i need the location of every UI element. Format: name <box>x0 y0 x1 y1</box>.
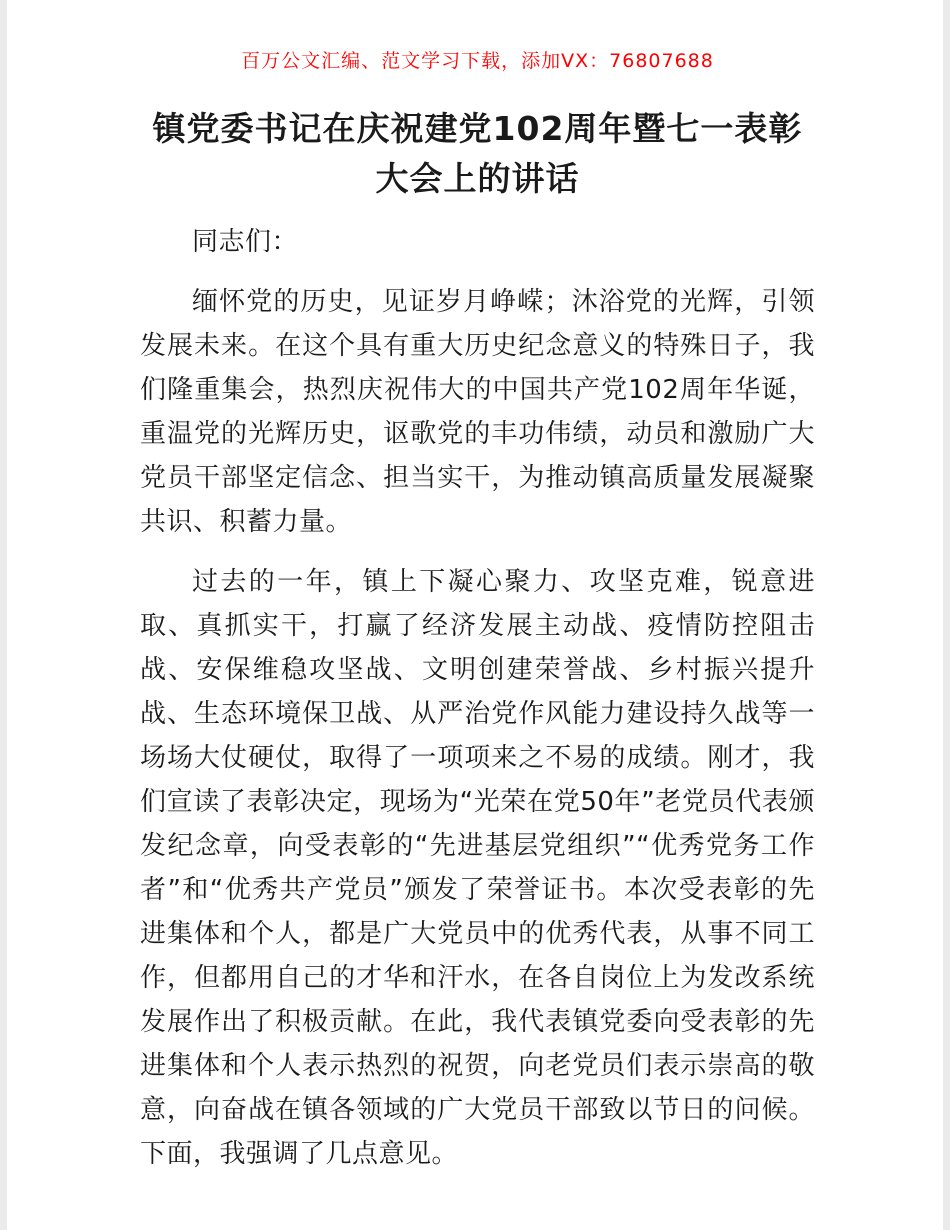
paragraph: 缅怀党的历史，见证岁月峥嵘；沐浴党的光辉，引领发展未来。在这个具有重大历史纪念意义的特殊日子，我们隆重集会，热烈庆祝伟大的中国共产党102周年华诞，重温党的光辉历史，讴歌党的丰功伟绩，动员和激励广大党员干部坚定信念、担当实干，为推动镇高质量发展凝聚共识、积蓄力量。 <box>140 287 815 537</box>
document-title: 镇党委书记在庆祝建党102周年暨七一表彰大会上的讲话 <box>152 109 803 198</box>
paragraph: 同志们： <box>192 227 299 257</box>
promo-notice: 百万公文汇编、范文学习下载，添加VX：76807688 <box>241 50 714 72</box>
document-body <box>140 220 815 1176</box>
document-page <box>7 0 943 1230</box>
paragraph: 过去的一年，镇上下凝心聚力、攻坚克难，锐意进取、真抓实干，打赢了经济发展主动战、疫情防控阻击战、安保维稳攻坚战、文明创建荣誉战、乡村振兴提升战、生态环境保卫战、从严治党作风能力建设持久战等一场场大仗硬仗，取得了一项项来之不易的成绩。刚才，我们宣读了表彰决定，现场为“光荣在党50年”老党员代表颁发纪念章，向受表彰的“先进基层党组织”“优秀党务工作者”和“优秀共产党员”颁发了荣誉证书。本次受表彰的先进集体和个人，都是广大党员中的优秀代表，从事不同工作，但都用自己的才华和汗水，在各自岗位上为发改系统发展作出了积极贡献。在此，我代表镇党委向受表彰的先进集体和个人表示热烈的祝贺，向老党员们表示崇高的敬意，向奋战在镇各领域的广大党员干部致以节日的问候。下面，我强调了几点意见。 <box>140 567 815 1169</box>
